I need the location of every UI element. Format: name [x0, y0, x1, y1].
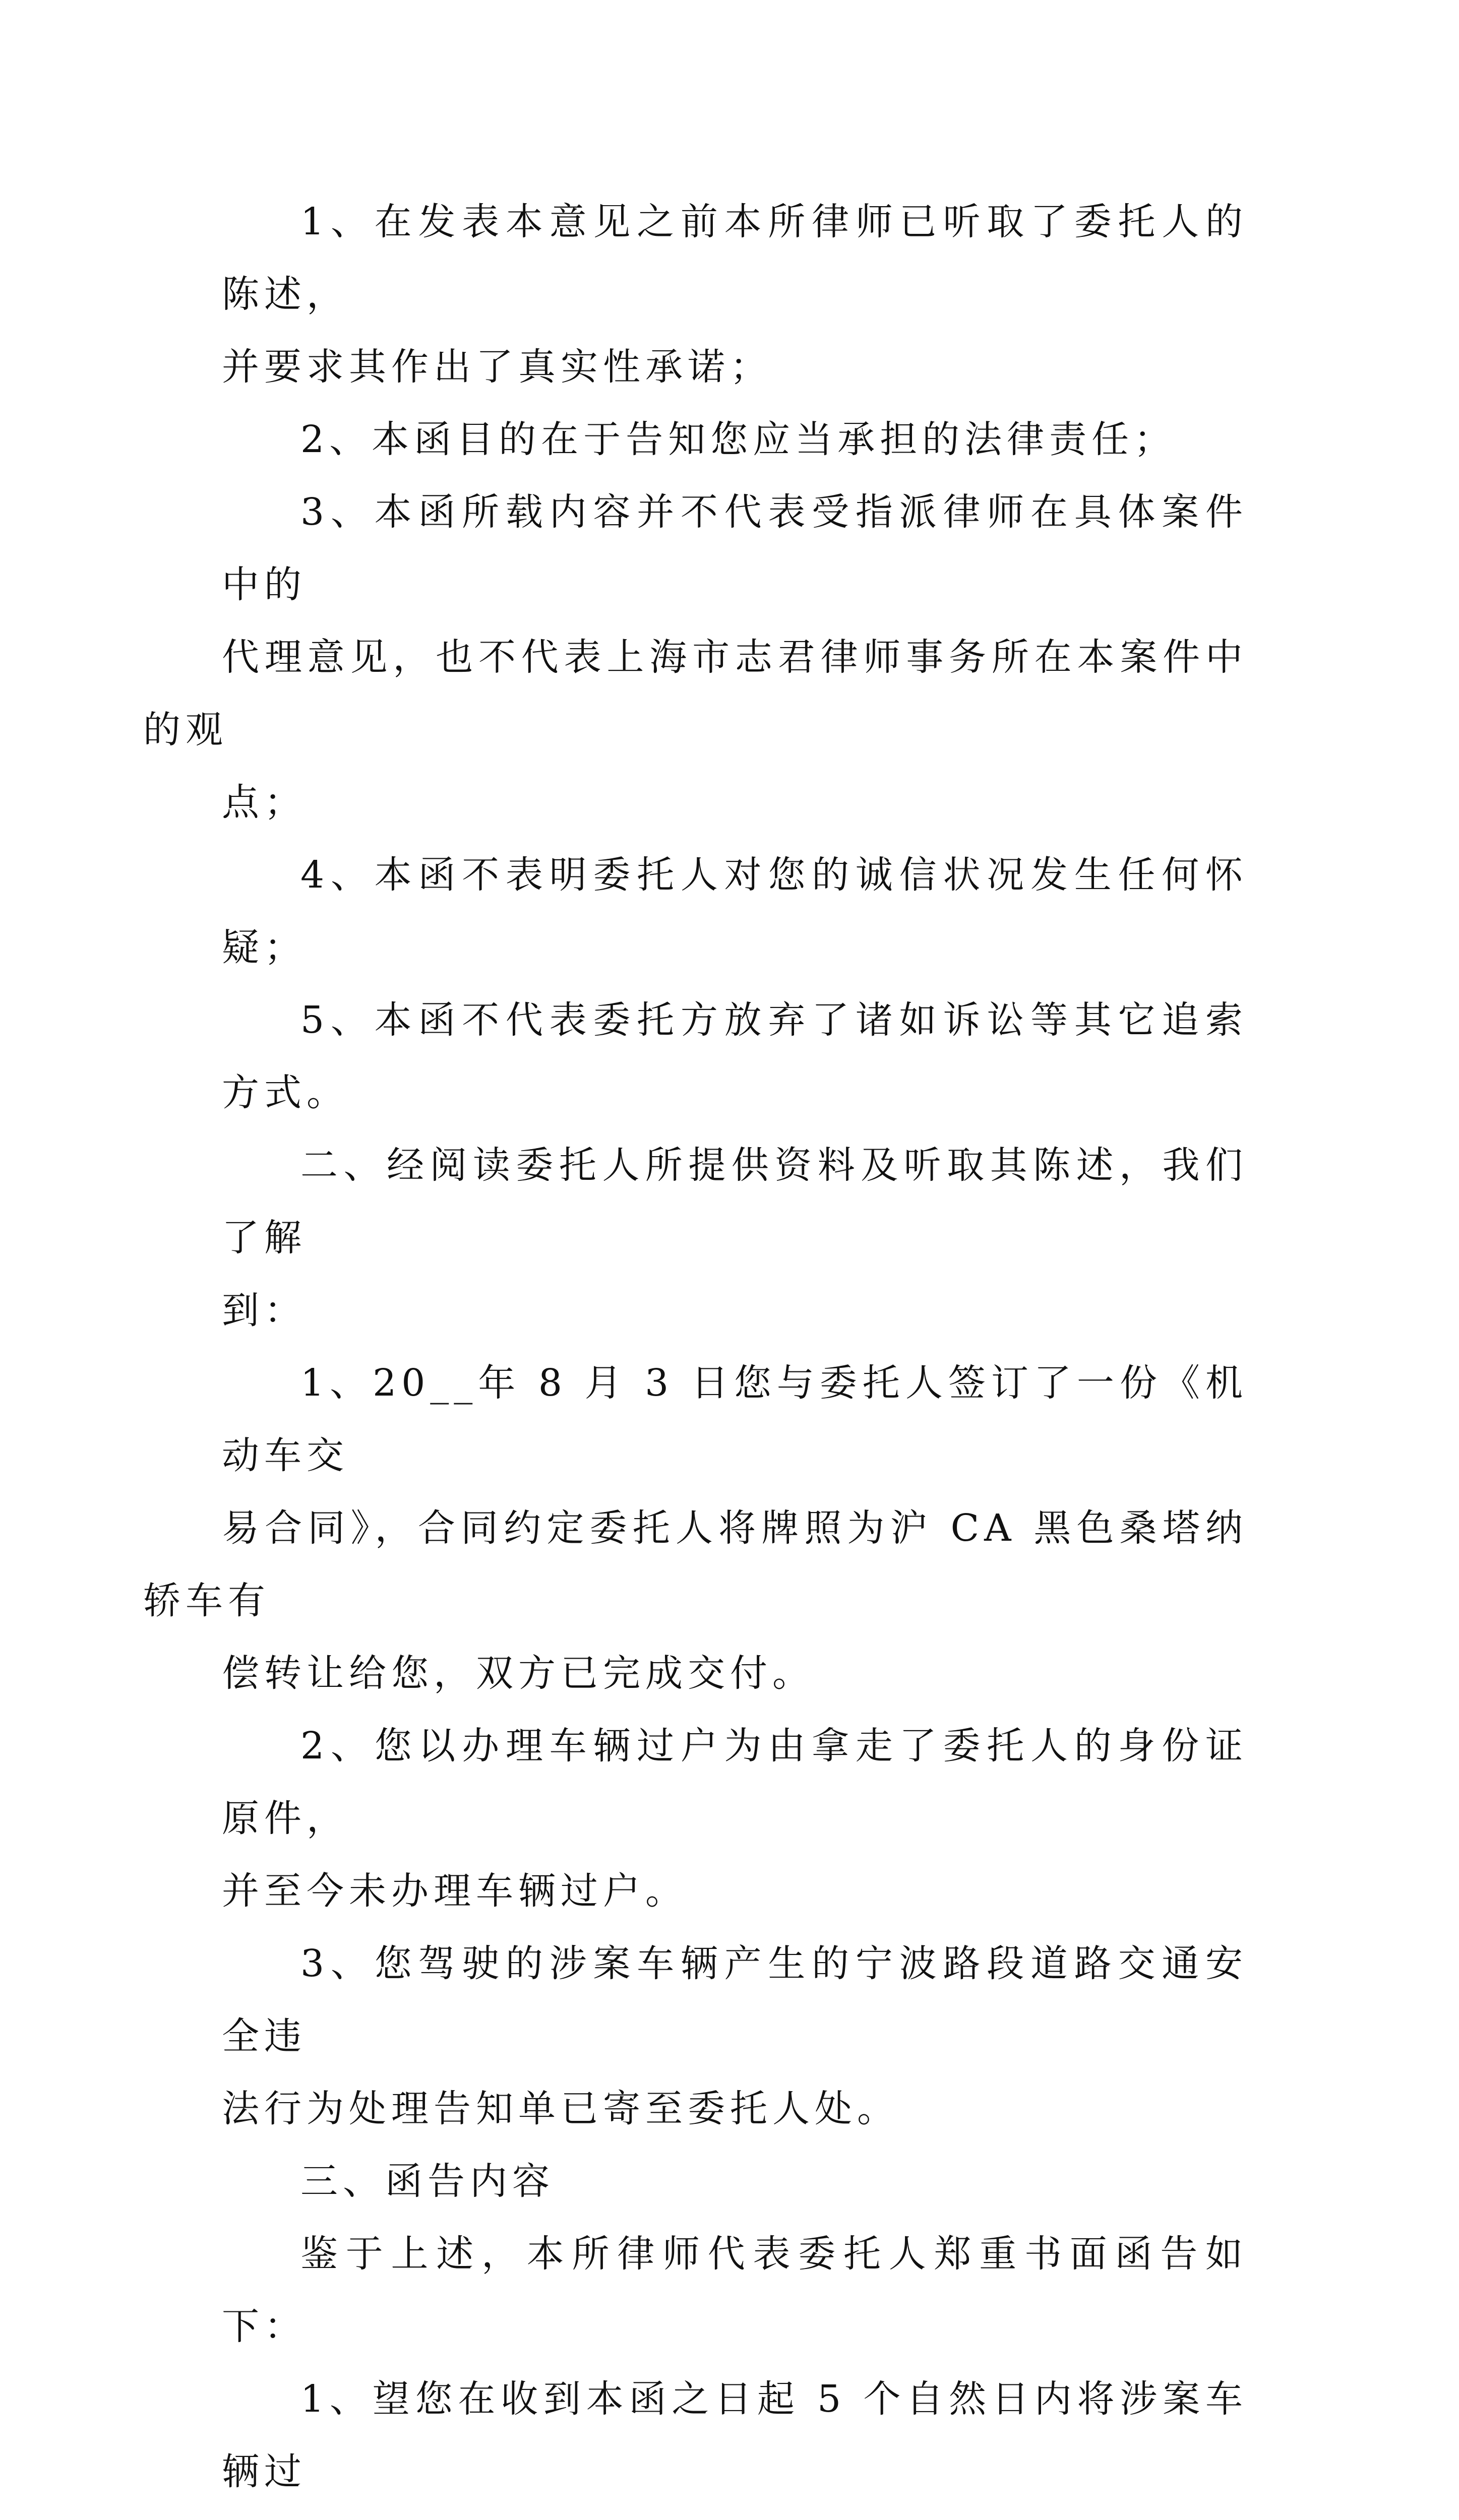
text-line: 2、本函目的在于告知您应当承担的法律责任；	[300, 418, 1177, 461]
text-line: 法行为处理告知单已寄至委托人处。	[222, 2087, 899, 2130]
section-2-heading-paragraph	[222, 1129, 1248, 1347]
text-line: 1、在发表本意见之前本所律师已听取了委托人的陈述，	[222, 200, 1248, 316]
paragraph-12	[222, 2363, 1248, 2520]
text-line: 偿转让给您，双方已完成交付。	[222, 1652, 815, 1695]
text-line: 4、本函不表明委托人对您的诚信状况发生任何怀疑；	[222, 853, 1248, 969]
paragraph-8	[222, 1710, 1248, 1927]
text-line: 到：	[222, 1289, 307, 1332]
text-line: 鉴于上述，本所律师代表委托人郑重书面函告如下：	[222, 2232, 1248, 2348]
text-line: 1、20__年 8 月 3 日您与委托人签订了一份《机动车交	[222, 1361, 1248, 1477]
text-line: 并要求其作出了真实性承诺；	[222, 345, 772, 389]
paragraph-11	[222, 2218, 1248, 2363]
section-3-heading	[222, 2145, 1248, 2218]
paragraph-9	[222, 1927, 1248, 2145]
text-line: 三、函告内容	[300, 2160, 555, 2203]
paragraph-2	[222, 403, 1248, 476]
text-line: 1、望您在收到本函之日起 5 个自然日内将涉案车辆过	[222, 2377, 1248, 2493]
text-line: 3、本函所载内容并不代表受指派律师在具体案件中的	[222, 490, 1248, 606]
text-line: 代理意见，也不代表上海市志君律师事务所在本案件中的观	[143, 636, 1248, 751]
text-line: 易合同》，合同约定委托人将牌照为沪 CA 黑色桑塔纳轿车有	[143, 1506, 1248, 1622]
paragraph-3	[143, 476, 1248, 839]
paragraph-4	[222, 839, 1248, 984]
text-line	[143, 2508, 1248, 2520]
text-line: 并至今未办理车辆过户。	[222, 1869, 688, 1913]
paragraph-5	[222, 984, 1248, 1129]
text-line: 3、您驾驶的涉案车辆产生的宁波路段道路交通安全违	[222, 1942, 1248, 2058]
paragraph-7	[143, 1347, 1248, 1710]
text-line: 点；	[222, 781, 307, 824]
paragraph-1	[222, 185, 1248, 403]
text-line: 5、本函不代表委托方放弃了诸如诉讼等其它追索方式。	[222, 998, 1248, 1114]
text-line: 二、经阅读委托人所提供资料及听取其陈述，我们了解	[222, 1144, 1248, 1259]
text-line: 2、您以办理车辆过户为由拿走了委托人的身份证原件，	[222, 1724, 1248, 1840]
document-body	[143, 185, 1248, 2520]
